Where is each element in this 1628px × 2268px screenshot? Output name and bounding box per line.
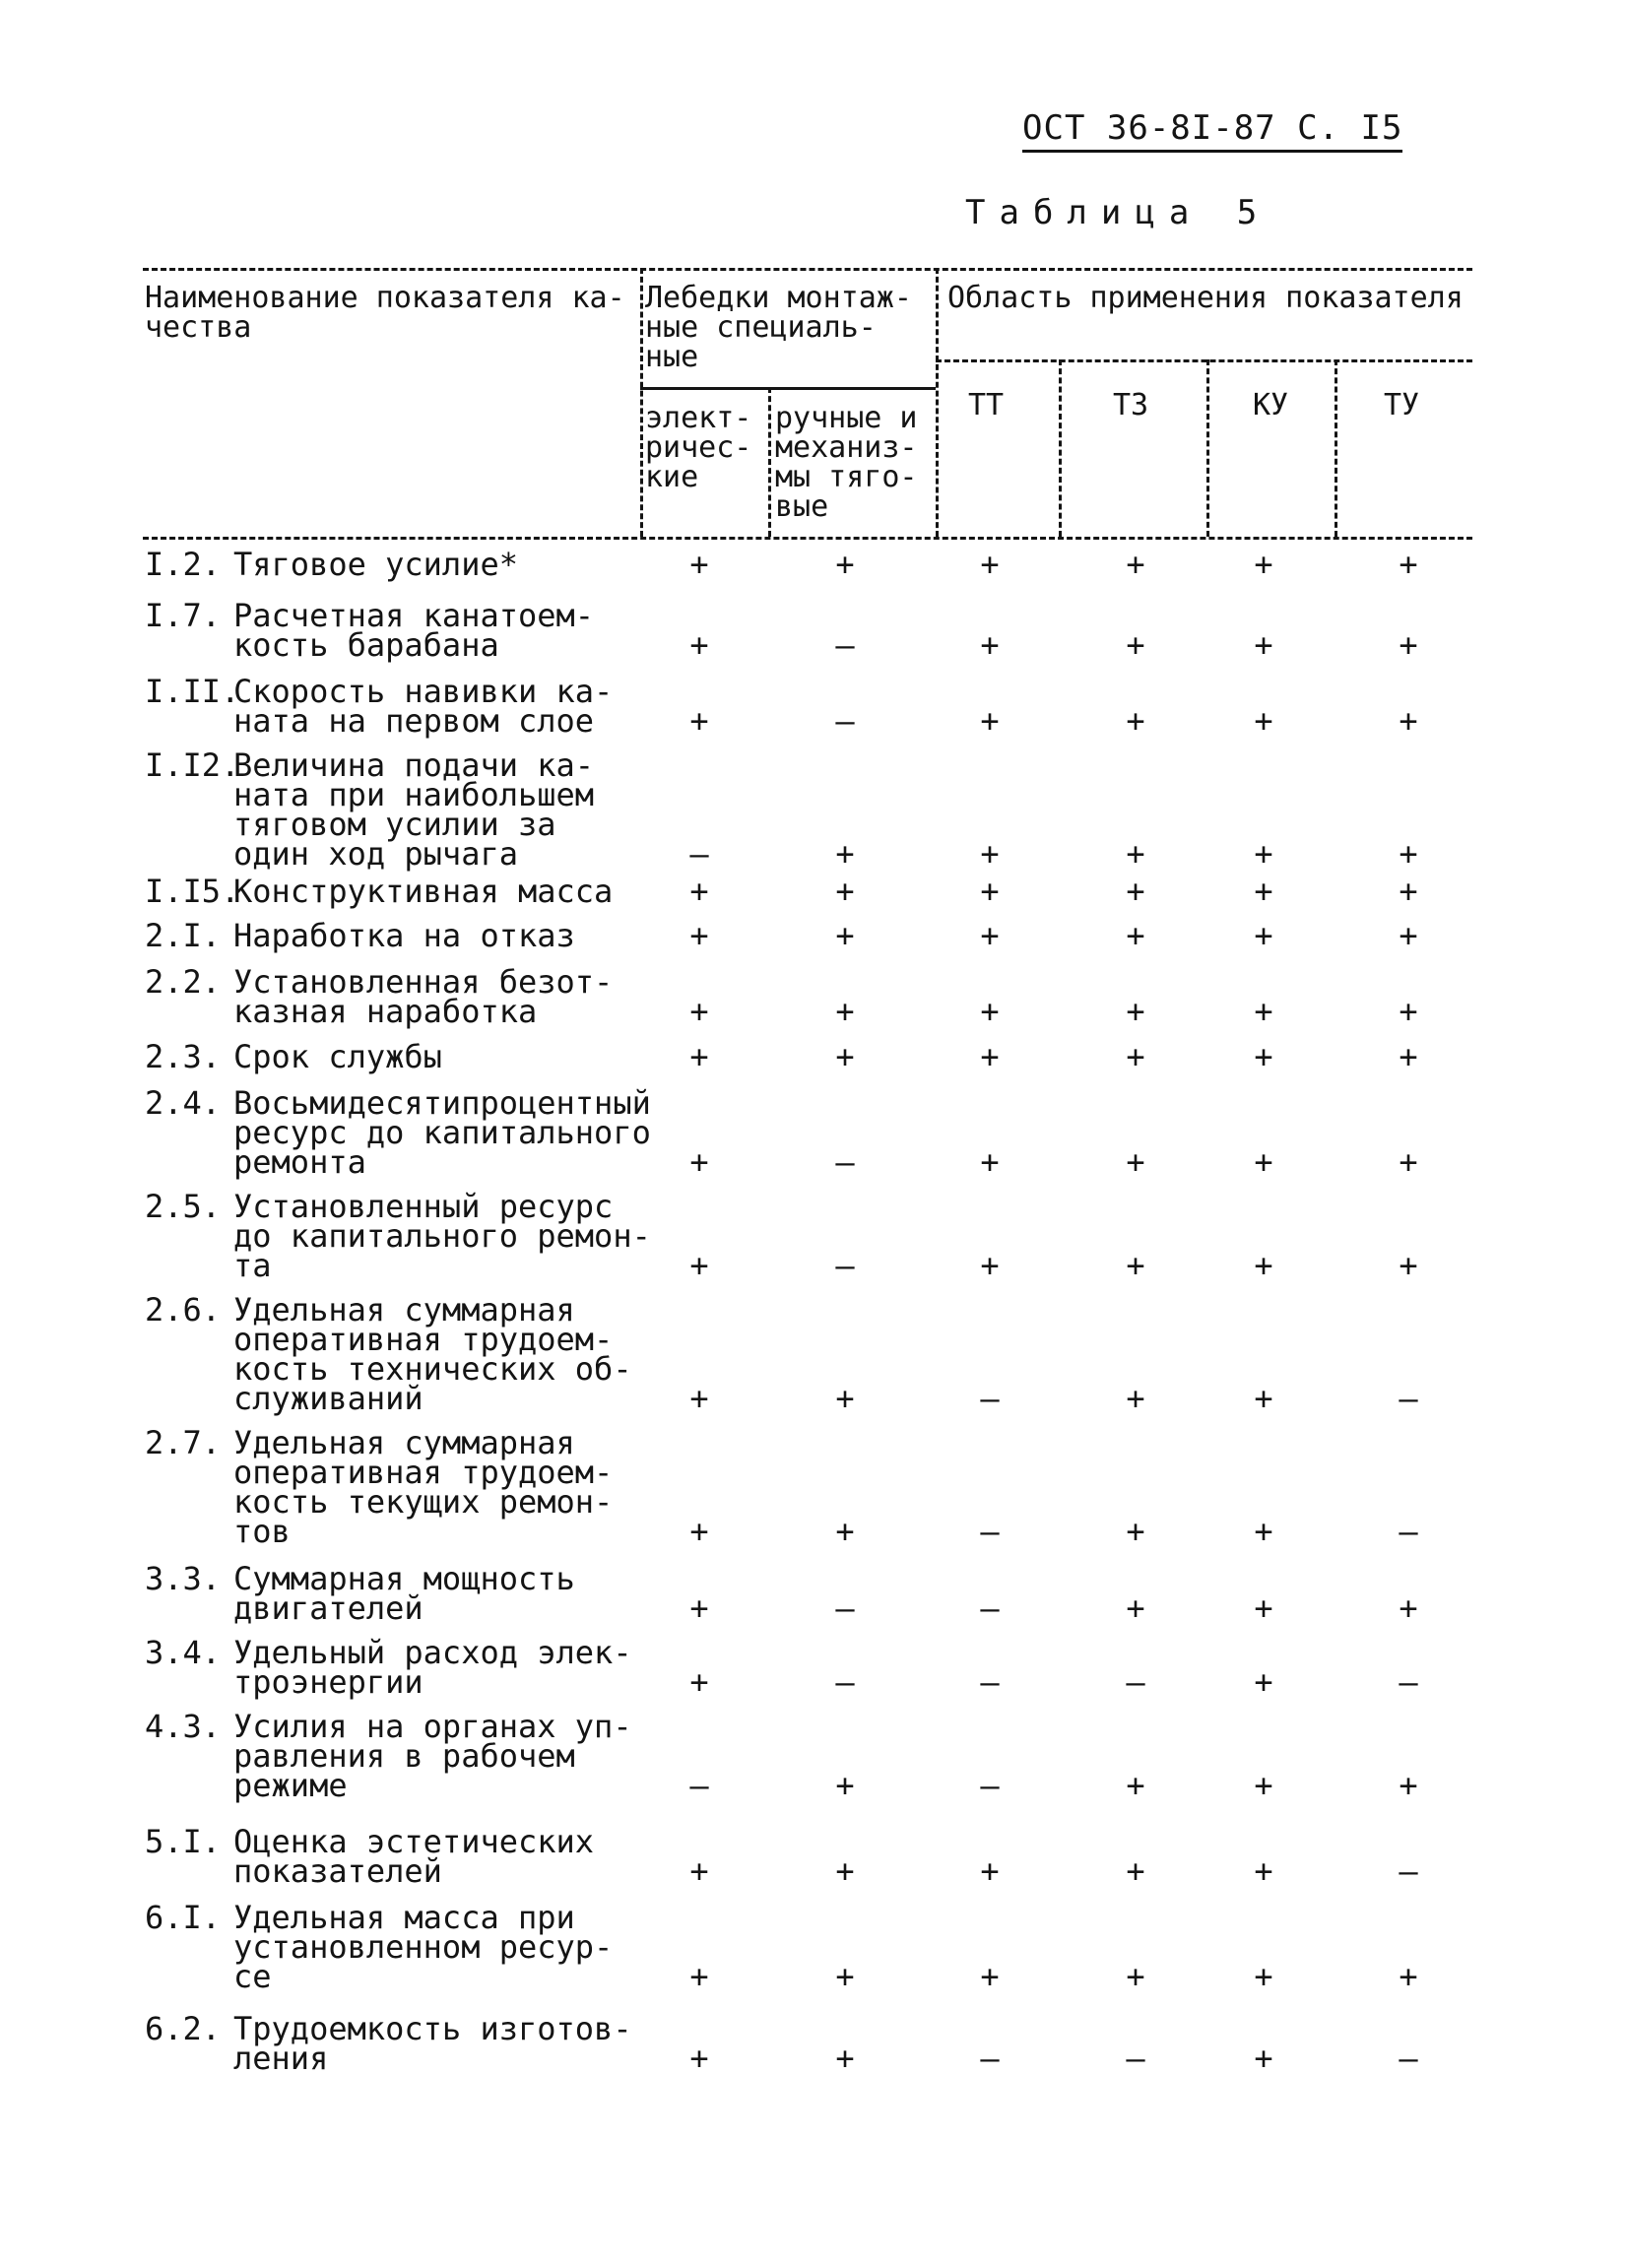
page-header-code: ОСТ 36-8I-87 С. I5 <box>1022 108 1402 153</box>
mark-ku: + <box>1254 626 1273 664</box>
mark-tz: + <box>1126 1247 1145 1284</box>
mark-electric: + <box>689 546 709 583</box>
mark-tt: + <box>980 702 1000 740</box>
mark-tt: + <box>980 546 1000 583</box>
column-header-manual: ручные и механиз- мы тяго- вые <box>775 401 918 524</box>
mark-tu: + <box>1399 1958 1418 1995</box>
mark-tz: + <box>1126 917 1145 954</box>
mark-tt: – <box>980 1767 1000 1804</box>
header-bottom-rule <box>143 537 1472 540</box>
mark-electric: + <box>689 1589 709 1627</box>
row-indicator-name: Оценка эстетических показателей <box>233 1823 595 1890</box>
row-number: I.2. <box>145 546 222 583</box>
header-divider-6 <box>1335 359 1337 537</box>
mark-tz: + <box>1126 873 1145 910</box>
mark-ku: + <box>1254 2040 1273 2077</box>
mark-tz: + <box>1126 1958 1145 1995</box>
mark-tz: + <box>1126 1589 1145 1627</box>
mark-electric: – <box>689 1767 709 1804</box>
mark-tt: – <box>980 1663 1000 1701</box>
mark-electric: + <box>689 1958 709 1995</box>
mark-electric: + <box>689 1852 709 1890</box>
mark-tz: + <box>1126 1038 1145 1075</box>
row-indicator-name: Тяговое усилие* <box>233 546 518 583</box>
mark-tt: – <box>980 1513 1000 1550</box>
row-indicator-name: Наработка на отказ <box>233 917 575 954</box>
mark-manual: + <box>835 1852 855 1890</box>
header-divider-5 <box>1206 359 1209 537</box>
mark-tz: – <box>1126 1663 1145 1701</box>
mark-tz: + <box>1126 1143 1145 1181</box>
mark-tz: – <box>1126 2040 1145 2077</box>
mark-tu: + <box>1399 917 1418 954</box>
column-header-ku: КУ <box>1253 388 1289 422</box>
mark-tu: + <box>1399 1143 1418 1181</box>
mark-ku: + <box>1254 702 1273 740</box>
mark-manual: – <box>835 1143 855 1181</box>
mark-ku: + <box>1254 1513 1273 1550</box>
row-indicator-name: Установленная безот- казная наработка <box>233 963 614 1030</box>
row-number: I.I2. <box>145 746 240 784</box>
row-number: 6.I. <box>145 1899 222 1936</box>
mark-tt: + <box>980 1958 1000 1995</box>
row-number: 3.4. <box>145 1634 222 1671</box>
mark-electric: + <box>689 1247 709 1284</box>
mark-tt: – <box>980 1380 1000 1417</box>
winches-subheader-rule <box>640 387 936 390</box>
mark-electric: – <box>689 835 709 873</box>
row-indicator-name: Расчетная канатоем- кость барабана <box>233 597 595 664</box>
mark-ku: + <box>1254 1663 1273 1701</box>
mark-electric: + <box>689 917 709 954</box>
mark-tz: + <box>1126 1767 1145 1804</box>
mark-tu: + <box>1399 546 1418 583</box>
mark-electric: + <box>689 873 709 910</box>
row-indicator-name: Трудоемкость изготов- ления <box>233 2010 632 2077</box>
mark-tu: + <box>1399 1589 1418 1627</box>
mark-electric: + <box>689 993 709 1030</box>
mark-ku: + <box>1254 1038 1273 1075</box>
mark-tu: + <box>1399 626 1418 664</box>
mark-electric: + <box>689 1038 709 1075</box>
mark-manual: – <box>835 1247 855 1284</box>
mark-tu: + <box>1399 873 1418 910</box>
mark-ku: + <box>1254 917 1273 954</box>
mark-electric: + <box>689 1513 709 1550</box>
mark-tt: + <box>980 626 1000 664</box>
row-number: 2.5. <box>145 1188 222 1225</box>
mark-tu: + <box>1399 1767 1418 1804</box>
mark-electric: + <box>689 1143 709 1181</box>
column-header-tu: ТУ <box>1384 388 1420 422</box>
row-number: I.II. <box>145 673 240 710</box>
mark-tz: + <box>1126 1513 1145 1550</box>
mark-tu: – <box>1399 2040 1418 2077</box>
table-caption: Таблица 5 <box>965 193 1271 232</box>
mark-ku: + <box>1254 993 1273 1030</box>
mark-tt: + <box>980 873 1000 910</box>
mark-tu: – <box>1399 1663 1418 1701</box>
row-indicator-name: Удельная суммарная оперативная трудоем- кость текущих ремон- тов <box>233 1424 614 1550</box>
mark-manual: – <box>835 626 855 664</box>
mark-tu: + <box>1399 1247 1418 1284</box>
row-number: 2.3. <box>145 1038 222 1075</box>
mark-tu: + <box>1399 702 1418 740</box>
mark-tt: + <box>980 1852 1000 1890</box>
mark-tt: + <box>980 1247 1000 1284</box>
mark-ku: + <box>1254 1852 1273 1890</box>
column-group-scope: Область применения показателя <box>947 281 1464 315</box>
scope-subheader-rule <box>936 359 1472 362</box>
mark-ku: + <box>1254 1958 1273 1995</box>
mark-ku: + <box>1254 1143 1273 1181</box>
mark-manual: + <box>835 1380 855 1417</box>
table-top-rule <box>143 268 1472 271</box>
mark-ku: + <box>1254 1589 1273 1627</box>
row-number: 2.2. <box>145 963 222 1001</box>
row-indicator-name: Удельная суммарная оперативная трудоем- кость технических об- служиваний <box>233 1291 632 1417</box>
mark-manual: + <box>835 873 855 910</box>
mark-tu: – <box>1399 1852 1418 1890</box>
row-indicator-name: Установленный ресурс до капитального ремон- та <box>233 1188 651 1284</box>
mark-tu: + <box>1399 993 1418 1030</box>
row-indicator-name: Конструктивная масса <box>233 873 614 910</box>
row-indicator-name: Срок службы <box>233 1038 442 1075</box>
mark-tu: + <box>1399 1038 1418 1075</box>
mark-tt: + <box>980 1038 1000 1075</box>
mark-electric: + <box>689 2040 709 2077</box>
mark-electric: + <box>689 702 709 740</box>
row-number: I.7. <box>145 597 222 634</box>
mark-tz: + <box>1126 1380 1145 1417</box>
mark-ku: + <box>1254 1767 1273 1804</box>
mark-manual: + <box>835 2040 855 2077</box>
mark-tu: + <box>1399 835 1418 873</box>
mark-electric: + <box>689 1663 709 1701</box>
row-number: 2.7. <box>145 1424 222 1461</box>
row-indicator-name: Восьмидесятипроцентный ресурс до капитального ремонта <box>233 1084 651 1181</box>
mark-ku: + <box>1254 835 1273 873</box>
mark-manual: + <box>835 835 855 873</box>
header-divider-4 <box>1059 359 1062 537</box>
row-indicator-name: Суммарная мощность двигателей <box>233 1560 575 1627</box>
mark-ku: + <box>1254 1247 1273 1284</box>
mark-tz: + <box>1126 702 1145 740</box>
mark-electric: + <box>689 1380 709 1417</box>
row-number: 6.2. <box>145 2010 222 2047</box>
column-header-tz: ТЗ <box>1113 388 1149 422</box>
mark-manual: + <box>835 993 855 1030</box>
header-divider-1 <box>640 268 643 537</box>
mark-manual: – <box>835 1589 855 1627</box>
mark-tt: + <box>980 1143 1000 1181</box>
row-indicator-name: Удельный расход элек- троэнергии <box>233 1634 632 1701</box>
mark-tz: + <box>1126 546 1145 583</box>
row-number: 3.3. <box>145 1560 222 1597</box>
mark-tz: + <box>1126 1852 1145 1890</box>
mark-manual: + <box>835 917 855 954</box>
mark-tt: – <box>980 2040 1000 2077</box>
row-number: 2.4. <box>145 1084 222 1122</box>
row-number: 2.I. <box>145 917 222 954</box>
row-indicator-name: Усилия на органах уп- равления в рабочем режиме <box>233 1708 632 1804</box>
row-indicator-name: Скорость навивки ка- ната на первом слое <box>233 673 614 740</box>
mark-tz: + <box>1126 835 1145 873</box>
column-header-indicator-name: Наименование показателя ка- чества <box>145 281 625 345</box>
mark-tt: – <box>980 1589 1000 1627</box>
mark-ku: + <box>1254 1380 1273 1417</box>
mark-tz: + <box>1126 626 1145 664</box>
mark-tt: + <box>980 835 1000 873</box>
column-header-tt: ТТ <box>968 388 1005 422</box>
mark-tu: – <box>1399 1513 1418 1550</box>
mark-manual: + <box>835 1767 855 1804</box>
row-number: 5.I. <box>145 1823 222 1860</box>
row-indicator-name: Величина подачи ка- ната при наибольшем тяговом усилии за один ход рычага <box>233 746 595 873</box>
mark-tz: + <box>1126 993 1145 1030</box>
mark-manual: + <box>835 1038 855 1075</box>
header-divider-3 <box>936 268 939 537</box>
mark-manual: + <box>835 546 855 583</box>
column-header-electric: элект- ричес- кие <box>645 401 752 494</box>
mark-ku: + <box>1254 546 1273 583</box>
column-group-winches: Лебедки монтаж- ные специаль- ные <box>645 281 912 374</box>
mark-manual: – <box>835 702 855 740</box>
mark-manual: + <box>835 1958 855 1995</box>
mark-tt: + <box>980 993 1000 1030</box>
row-number: I.I5. <box>145 873 240 910</box>
mark-tu: – <box>1399 1380 1418 1417</box>
row-number: 2.6. <box>145 1291 222 1328</box>
mark-tt: + <box>980 917 1000 954</box>
row-number: 4.3. <box>145 1708 222 1745</box>
mark-ku: + <box>1254 873 1273 910</box>
mark-manual: – <box>835 1663 855 1701</box>
row-indicator-name: Удельная масса при установленном ресур- се <box>233 1899 614 1995</box>
mark-manual: + <box>835 1513 855 1550</box>
header-divider-2 <box>768 387 771 537</box>
mark-electric: + <box>689 626 709 664</box>
